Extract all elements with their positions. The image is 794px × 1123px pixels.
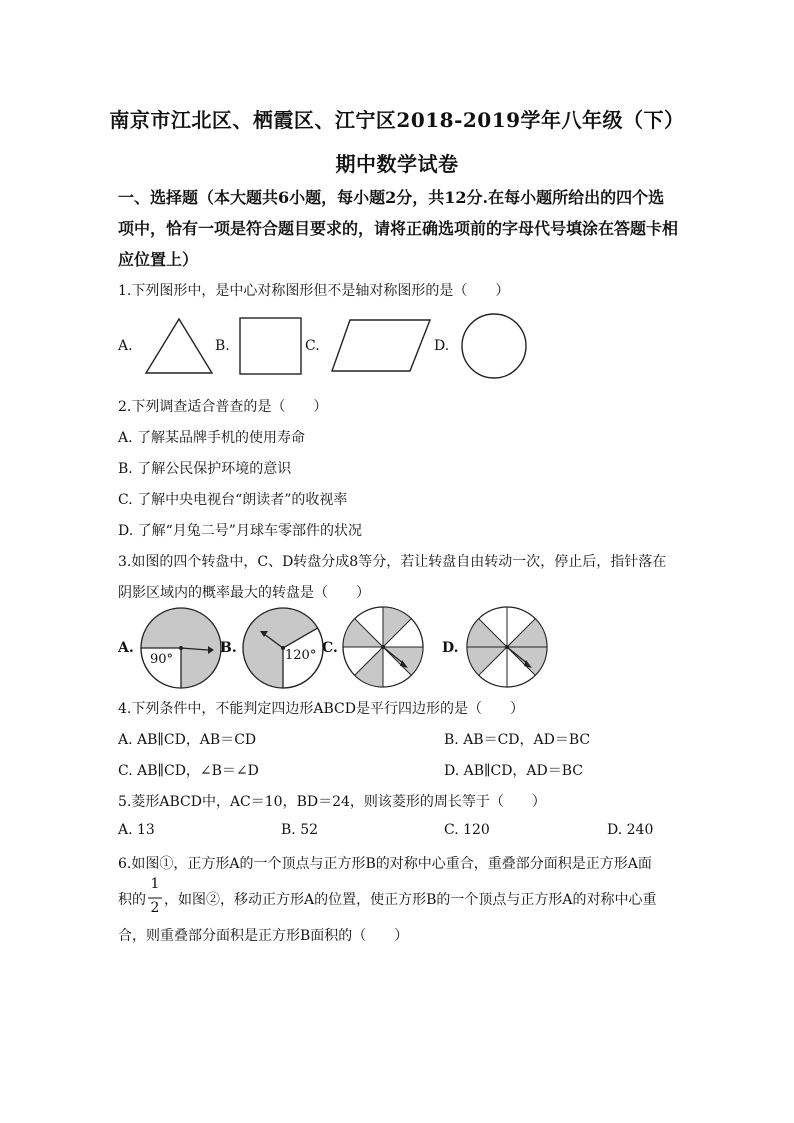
spinner-a-angle: 90° <box>150 652 174 667</box>
q3-label-b: B. <box>220 640 237 656</box>
circle-figure <box>460 312 530 382</box>
question-5-stem: 5.菱形ABCD中，AC＝10，BD＝24，则该菱形的周长等于（ ） <box>118 794 546 810</box>
q1-label-b: B. <box>215 338 230 354</box>
question-6-line2-prefix: 积的 <box>118 892 146 908</box>
q2-option-d: D. 了解“月兔二号”月球车零部件的状况 <box>118 523 362 539</box>
q5-option-b: B. 52 <box>281 822 319 838</box>
fraction-numerator: 1 <box>150 876 160 892</box>
q1-label-c: C. <box>305 338 320 354</box>
q5-option-c: C. 120 <box>444 822 490 838</box>
q5-option-a: A. 13 <box>118 822 155 838</box>
question-6-line3: 合，则重叠部分面积是正方形B面积的（ ） <box>118 928 409 944</box>
question-4-stem: 4.下列条件中，不能判定四边形ABCD是平行四边形的是（ ） <box>118 701 524 717</box>
exam-subtitle: 期中数学试卷 <box>335 152 459 176</box>
spinner-a <box>138 606 224 688</box>
triangle-figure <box>144 317 214 375</box>
square-figure <box>239 316 303 376</box>
fraction-denominator: 2 <box>150 900 160 916</box>
spinner-b <box>240 606 326 688</box>
question-1-stem: 1.下列图形中，是中心对称图形但不是轴对称图形的是（ ） <box>118 283 510 299</box>
spinner-c <box>340 604 426 690</box>
question-3-stem-line2: 阴影区域内的概率最大的转盘是（ ） <box>118 585 370 601</box>
question-6-line1: 6.如图①，正方形A的一个顶点与正方形B的对称中心重合，重叠部分面积是正方形A面 <box>118 856 652 872</box>
q3-label-c: C. <box>322 640 338 656</box>
q3-label-a: A. <box>118 640 134 656</box>
q4-option-a: A. AB∥CD，AB＝CD <box>118 732 257 748</box>
question-3-stem-line1: 3.如图的四个转盘中，C、D转盘分成8等分，若让转盘自由转动一次，停止后，指针落在 <box>118 554 667 570</box>
section-heading: 一、选择题（本大题共6小题，每小题2分，共12分.在每小题所给出的四个选项中，恰有一项是符合题目要求的，请将正确选项前的字母代号填涂在答题卡相应位置上） <box>118 188 679 269</box>
question-6-line2-suffix: ，如图②，移动正方形A的位置，使正方形B的一个顶点与正方形A的对称中心重 <box>164 892 657 908</box>
q4-option-b: B. AB＝CD，AD＝BC <box>444 732 591 748</box>
q1-label-a: A. <box>118 338 133 354</box>
parallelogram-figure <box>330 318 434 374</box>
q2-option-c: C. 了解中央电视台“朗读者”的收视率 <box>118 492 348 508</box>
q1-label-d: D. <box>434 338 450 354</box>
spinner-d <box>464 604 550 690</box>
q2-option-b: B. 了解公民保护环境的意识 <box>118 461 292 477</box>
q4-option-c: C. AB∥CD，∠B＝∠D <box>118 763 259 779</box>
fraction-bar <box>148 897 162 899</box>
q4-option-d: D. AB∥CD，AD＝BC <box>444 763 584 779</box>
spinner-b-angle: 120° <box>285 648 317 663</box>
exam-title: 南京市江北区、栖霞区、江宁区2018-2019学年八年级（下） <box>109 108 685 132</box>
q3-label-d: D. <box>442 640 459 656</box>
question-2-stem: 2.下列调查适合普查的是（ ） <box>118 399 328 415</box>
q2-option-a: A. 了解某品牌手机的使用寿命 <box>118 430 306 446</box>
q5-option-d: D. 240 <box>607 822 654 838</box>
